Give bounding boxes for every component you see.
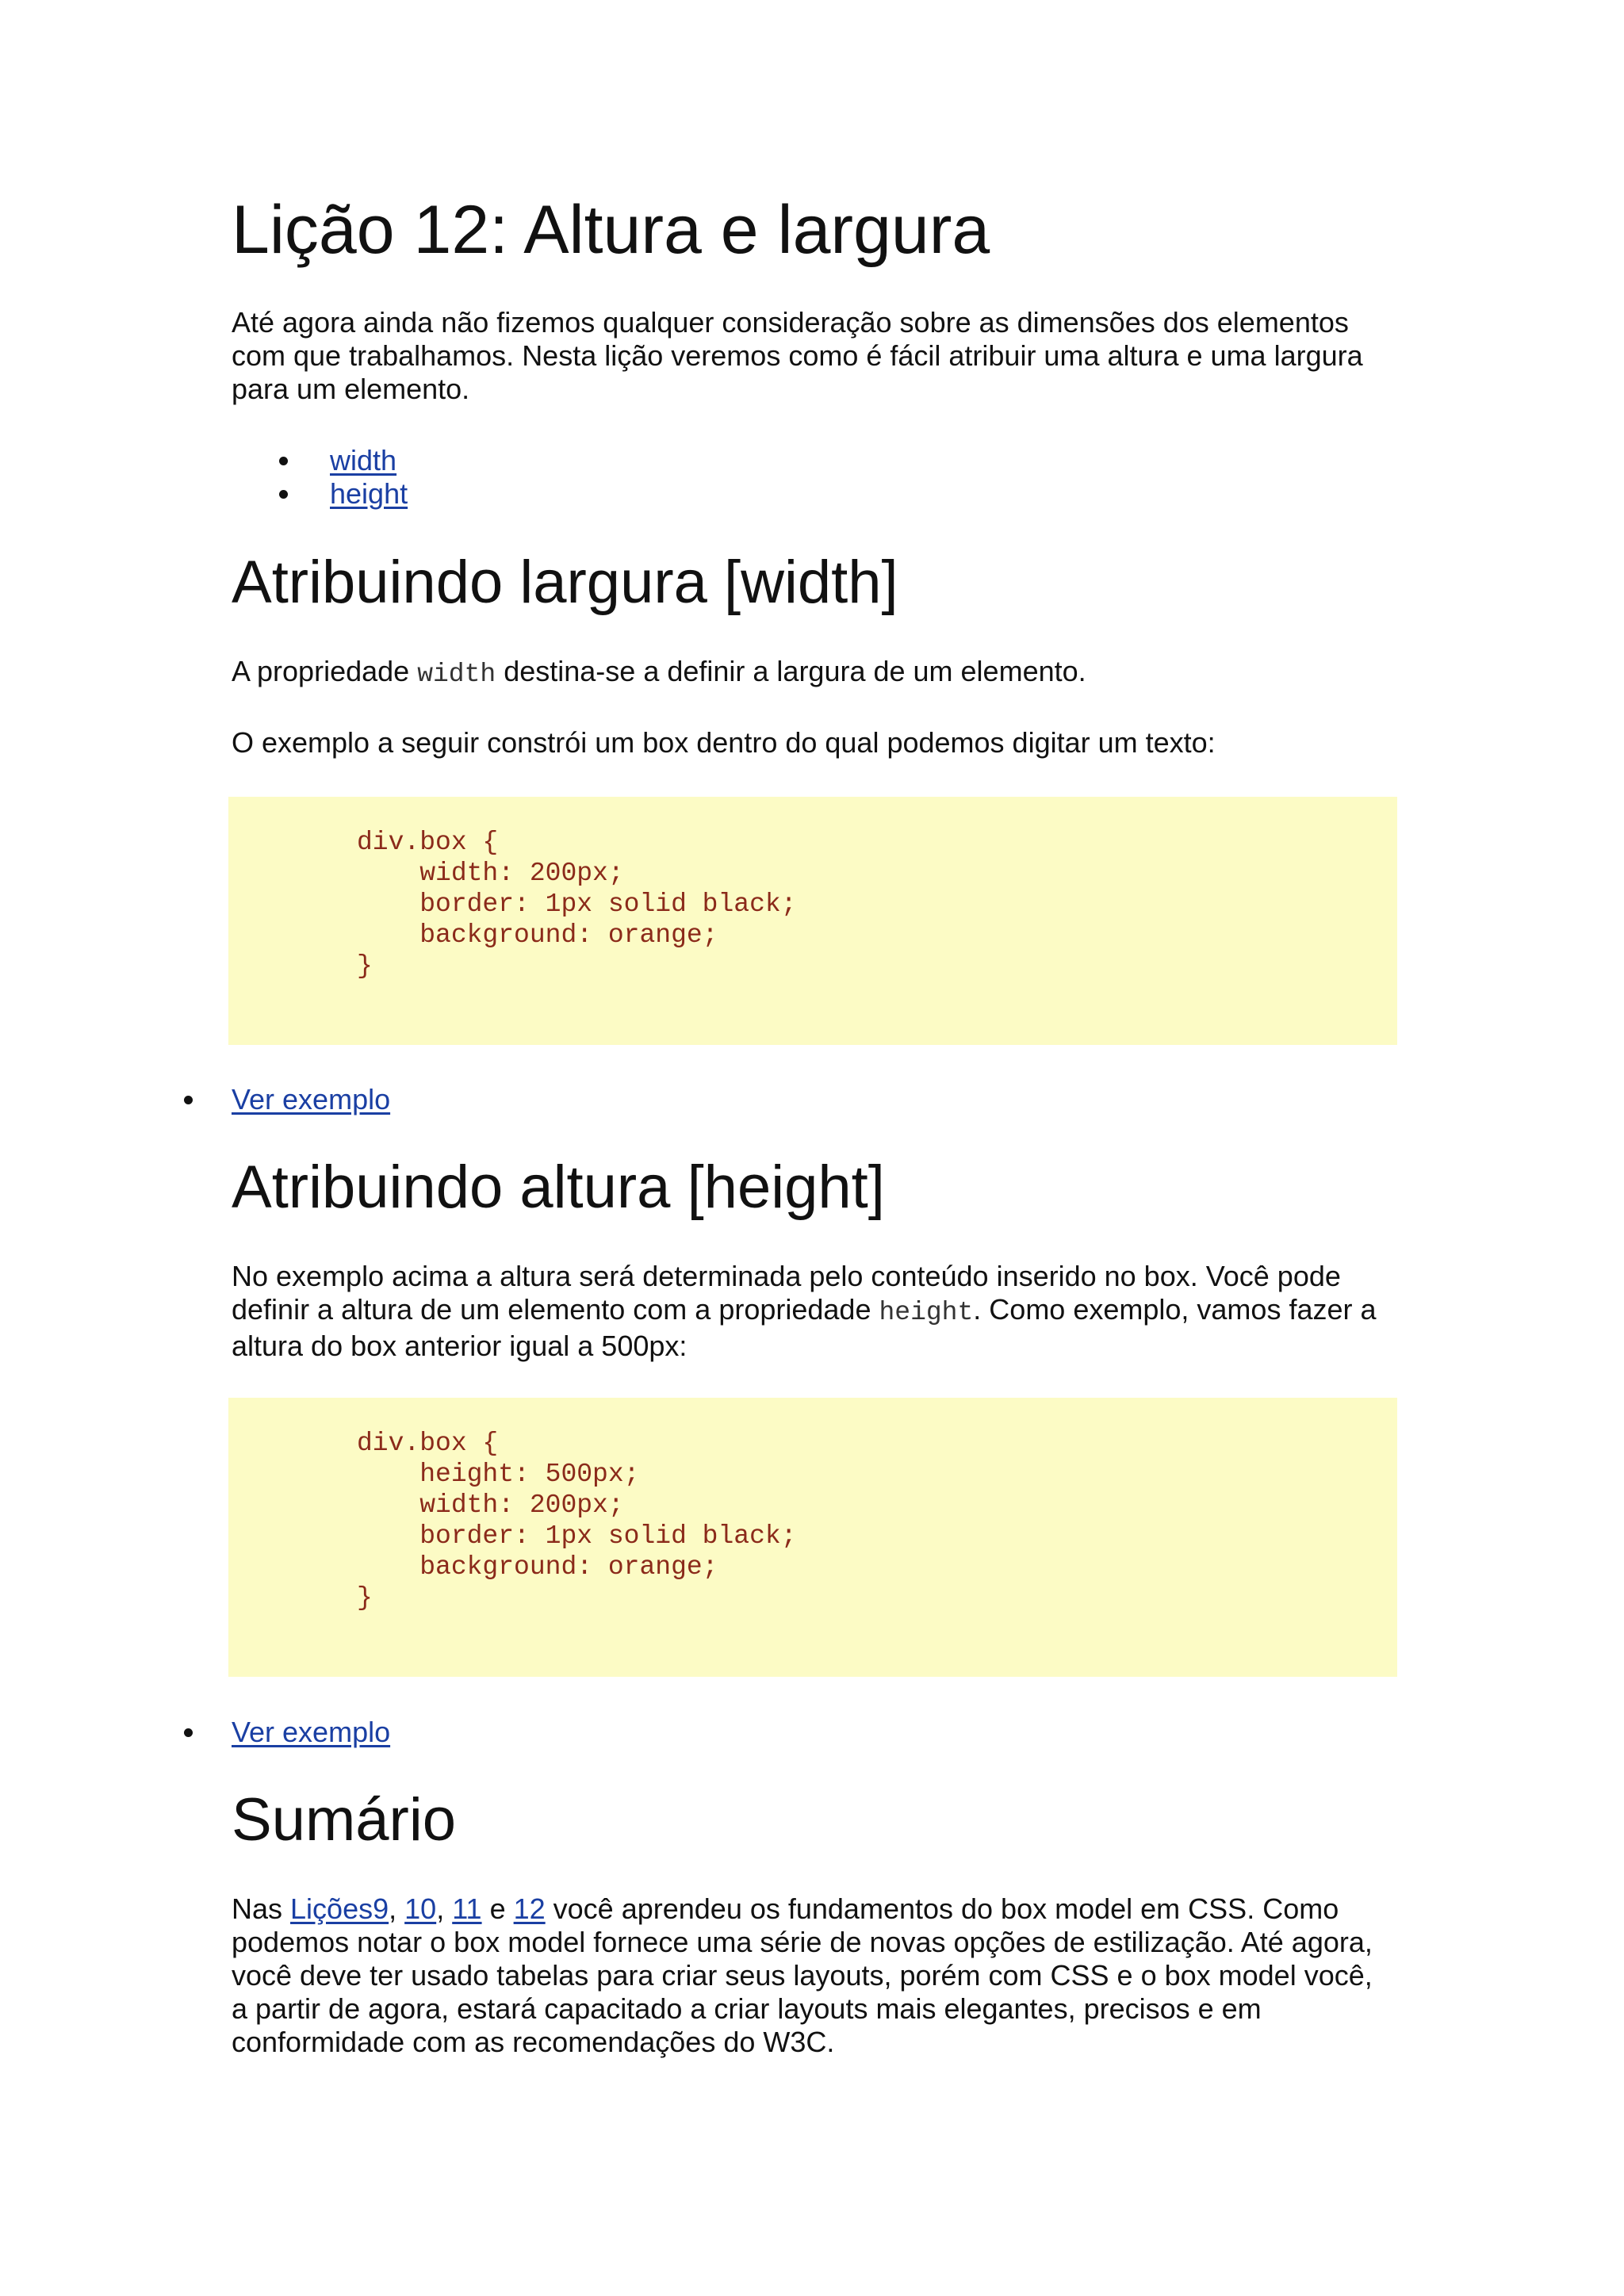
inline-code-height: height (879, 1298, 974, 1327)
code-box-height (228, 1398, 1397, 1677)
page-title: Lição 12: Altura e largura (232, 192, 990, 268)
toc-item (330, 477, 408, 511)
height-paragraph-1 (232, 1260, 1397, 1363)
toc-item (330, 444, 408, 477)
text-span: e (481, 1892, 514, 1925)
section-heading-summary: Sumário (232, 1786, 456, 1854)
intro-paragraph: Até agora ainda não fizemos qualquer consideração sobre as dimensões dos elementos com que trabalhamos. Nesta lição veremos como é fácil atribuir uma altura e uma largura para um elemento. (232, 306, 1363, 405)
inline-code-width: width (417, 660, 496, 689)
text-span: , (389, 1892, 405, 1925)
bullet-dot (184, 1728, 193, 1737)
toc-list (330, 444, 408, 511)
toc-link-width[interactable]: width (330, 444, 397, 476)
text-span: . Como exemplo, vamos fazer a altura do box anterior igual a 500px: (232, 1293, 1377, 1362)
text-span: , (436, 1892, 453, 1925)
section-heading-width: Atribuindo largura [width] (232, 549, 898, 616)
text-span: você aprendeu os fundamentos do box model em CSS. Como podemos notar o box model fornece uma série de novas opções de estilização. Até agora, você deve ter usado tabelas para criar seus layouts, porém com CSS e o box model você, a partir de agora, estará capacitado a criar layouts mais elegantes, precisos e em conformidade com as recomendações do W3C. (232, 1892, 1373, 2058)
text-span: destina-se a definir a largura de um elemento. (496, 655, 1086, 687)
code-box-width (228, 797, 1397, 1045)
bullet-dot (279, 490, 288, 499)
width-paragraph-2: O exemplo a seguir constrói um box dentro do qual podemos digitar um texto: (232, 726, 1216, 759)
code-block-height: div.box { height: 500px; width: 200px; border: 1px solid black; background: orange; } (357, 1429, 797, 1613)
text-span: A propriedade (232, 655, 418, 687)
lesson-link-12[interactable]: 12 (513, 1892, 546, 1925)
example-item-width (232, 1083, 390, 1116)
bullet-dot (184, 1096, 193, 1104)
example-item-height (232, 1716, 390, 1749)
bullet-dot (279, 457, 288, 465)
ver-exemplo-link-height[interactable]: Ver exemplo (232, 1716, 391, 1748)
text-span: No exemplo acima a altura será determinada pelo conteúdo inserido no box. Você pode definir a altura de um elemento com a propriedade (232, 1260, 1341, 1326)
code-block-width: div.box { width: 200px; border: 1px solid black; background: orange; } (357, 828, 797, 981)
lesson-link-11[interactable]: 11 (452, 1892, 482, 1925)
section-heading-height: Atribuindo altura [height] (232, 1154, 885, 1221)
ver-exemplo-link-width[interactable]: Ver exemplo (232, 1083, 391, 1115)
lesson-link-9[interactable]: Lições9 (290, 1892, 389, 1925)
text-span: Nas (232, 1892, 291, 1925)
width-paragraph-1 (232, 655, 1405, 691)
toc-link-height[interactable]: height (330, 477, 408, 510)
lesson-link-10[interactable]: 10 (404, 1892, 437, 1925)
summary-paragraph (232, 1892, 1389, 2059)
